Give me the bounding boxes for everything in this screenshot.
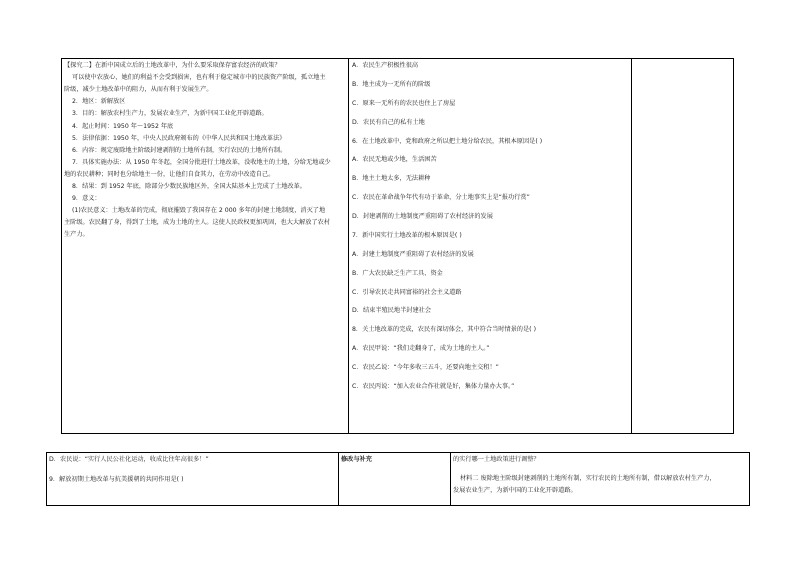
explore-text: 可以使中农放心，她们的利益不会受到损害，也有利于稳定城市中的民族资产阶级，孤立地主 xyxy=(72,74,326,81)
list-item: 地的农民耕种；同时也分给地主一份，让他们自食其力，在劳动中改造自己。 xyxy=(64,171,275,178)
question-line: D．封建剥削的土地制度严重阻碍了农村经济的发展 xyxy=(352,213,493,220)
question-line: D．农民有自己的私有土地 xyxy=(352,119,425,126)
meaning-text: 主阶级。农民翻了身，得到了土地，成为土地的主人。这使人民政权更加巩固，也大大解放了农村 xyxy=(64,219,331,226)
question-line: A．农民甲说：“我们走翻身了，成为土地的主人。” xyxy=(352,345,490,352)
question-line: 8．关土地改革的完成，农民有深切体会，其中符合当时情景的是( ) xyxy=(352,326,536,333)
revise-header: 修改与补充 xyxy=(341,456,372,463)
question-line: 7．新中国实行土地改革的根本原因是( ) xyxy=(352,232,462,239)
question-line: C．农民乙说：“今年多收三五斗，还要向地主交租！” xyxy=(352,364,499,371)
list-item: 4．起止时间：1950 年～1952 年底 xyxy=(72,123,174,130)
question-line: C．引导农民走共同富裕的社会主义道路 xyxy=(352,289,462,296)
meaning-text: (1)农民意义：土地改革的完成，彻底摧毁了我国存在 2 000 多年的封建土地制度，消灭了地 xyxy=(72,207,326,214)
bottom-question-line: 9．解放初期土地改革与抗美援朝的共同作用是( ) xyxy=(49,476,184,483)
question-line: B．广大农民缺乏生产工具、资金 xyxy=(352,270,443,277)
question-line: A．封建土地制度严重阻碍了农村经济的发展 xyxy=(352,251,474,258)
question-line: D．结束半殖民地半封建社会 xyxy=(352,307,432,314)
list-item: 6．内容：规定废除地主阶级封建剥削的土地所有制，实行农民的土地所有制。 xyxy=(72,147,287,154)
list-item: 9．意义： xyxy=(72,195,101,202)
question-line: A．农民无地或少地，生活困苦 xyxy=(352,156,437,163)
material-text: 发展农业生产，为新中国的工业化开辟道路。 xyxy=(453,487,577,494)
material-heading: 的实行哪一土地政策进行调整？ xyxy=(453,456,540,463)
question-line: C．原来一无所有的农民也住上了房屋 xyxy=(352,100,456,107)
list-item: 3．目的：解放农村生产力，发展农业生产，为新中国工业化开辟道路。 xyxy=(72,110,268,117)
list-item: 5．法律依据：1950 年，中央人民政府颁布的《中华人民共和国土地改革法》 xyxy=(72,135,286,142)
question-line: C．农民在革命战争年代有功于革命，分土地事实上是“报功行赏” xyxy=(352,194,530,201)
question-line: B．地主土地太多，无法耕种 xyxy=(352,175,431,182)
explore-text: 阶级，减少土地改革中的阻力，从而有利于发展生产。 xyxy=(64,86,213,93)
list-item: 8．结果：到 1952 年底，除部分少数民族地区外，全国大陆基本上完成了土地改革。 xyxy=(72,183,306,190)
bottom-question-line: D．农民说：“实行人民公社化运动，收成比往年高很多！” xyxy=(49,456,209,463)
list-item: 7．具体实施办法：从 1950 年冬起，全国分批进行土地改革，没收地主的土地，分给无地或少 xyxy=(72,159,331,166)
list-item: 2．地区：新解放区 xyxy=(72,98,126,105)
explore-heading: 【探究二】在新中国成立后的土地改革中，为什么要采取保存富农经济的政策？ xyxy=(64,62,281,69)
question-line: 6．在土地改革中，党和政府之所以把土地分给农民，其根本原因是( ) xyxy=(352,138,543,145)
question-line: B．地主成为一无所有的阶级 xyxy=(352,81,431,88)
question-line: A．农民生产积极性很高 xyxy=(352,62,419,69)
material-text: 材料二 废除地主阶级封建剥削的土地所有制，实行农民的土地所有制，借以解放农村生产力， xyxy=(460,475,716,482)
question-line: C．农民丙说：“加入农业合作社就是好，集体力量办大事。” xyxy=(352,383,515,390)
meaning-text: 生产力。 xyxy=(64,231,89,238)
